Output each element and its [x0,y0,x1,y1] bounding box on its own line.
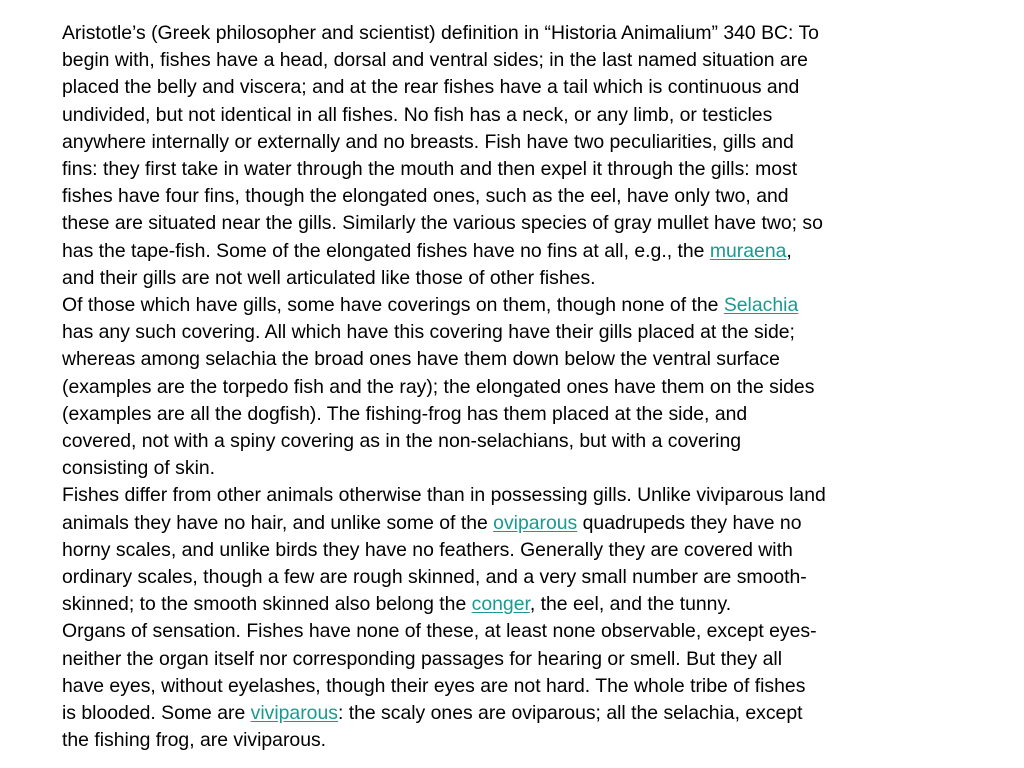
link-selachia[interactable]: Selachia [723,294,799,317]
paragraph-3-tail: , the eel, and the tunny. [529,593,732,616]
paragraph-1-line-4: undivided, but not identical in all fishes. No fish has a neck, or any limb, or testicles [62,103,773,126]
paragraph-1-line-8: these are situated near the gills. Similarly the various species of gray mullet have two; so [62,212,823,235]
paragraph-4-tail: : the scaly ones are oviparous; all the selachia, except the fishing frog, are viviparous. [62,702,803,752]
paragraph-organs-of-sensation [62,618,984,754]
paragraph-2-intro: Of those which have gills, some have coverings on them, though none of the [62,294,724,317]
link-conger[interactable]: conger [471,593,530,616]
link-viviparous[interactable]: viviparous [250,702,338,725]
paragraph-1-line-7: fishes have four fins, though the elongated ones, such as the eel, have only two, and [62,185,789,208]
paragraph-1-line-2: begin with, fishes have a head, dorsal and ventral sides; in the last named situation are [62,49,808,72]
paragraph-3-intro: Fishes differ from other animals otherwise than in possessing gills. Unlike viviparous land animals they have no hair, and unlike some of the [62,484,826,534]
paragraph-1-line-6: fins: they first take in water through the mouth and then expel it through the gills: most [62,158,798,181]
paragraph-1-line-5: anywhere internally or externally and no breasts. Fish have two peculiarities, gills and [62,130,794,153]
paragraph-4-intro: Organs of sensation. Fishes have none of these, at least none observable, except eyes- neither the organ itself nor corresponding passages for hearing or smell. But they all have eyes, without eyelashes, though their eyes are not hard. The whole tribe of fishes is blooded. Some are [62,620,817,725]
link-oviparous[interactable]: oviparous [493,511,578,534]
paragraph-1-line-9: has the tape-fish. Some of the elongated fishes have no fins at all, e.g., the [62,239,710,262]
paragraph-1-line-1: Aristotle’s (Greek philosopher and scientist) definition in “Historia Animalium” 340 BC: To [62,22,819,44]
link-muraena[interactable]: muraena [709,239,787,262]
paragraph-gill-coverings [62,292,984,482]
paragraph-2-body: has any such covering. All which have this covering have their gills placed at the side; whereas among selachia the broad ones have them down below the ventral surface (examples are the torpedo fish and the ray); the elongated ones have them on the sides (examples are all the dogfish). The fishing-frog has them placed at the side, and covered, not with a spiny covering as in the non-selachians, but with a covering consisting of skin. [62,321,815,480]
paragraph-aristotle-definition [62,20,984,292]
paragraph-3-middle: quadrupeds they have no horny scales, and unlike birds they have no feathers. Generally they are covered with ordinary scales, though a few are rough skinned, and a very small number are smooth- skinned; to the smooth skinned also belong the [62,511,807,616]
paragraph-fish-differences [62,482,984,618]
paragraph-1-line-3: placed the belly and viscera; and at the rear fishes have a tail which is continuous and [62,76,800,99]
paragraph-1-tail: , and their gills are not well articulated like those of other fishes. [62,239,792,289]
